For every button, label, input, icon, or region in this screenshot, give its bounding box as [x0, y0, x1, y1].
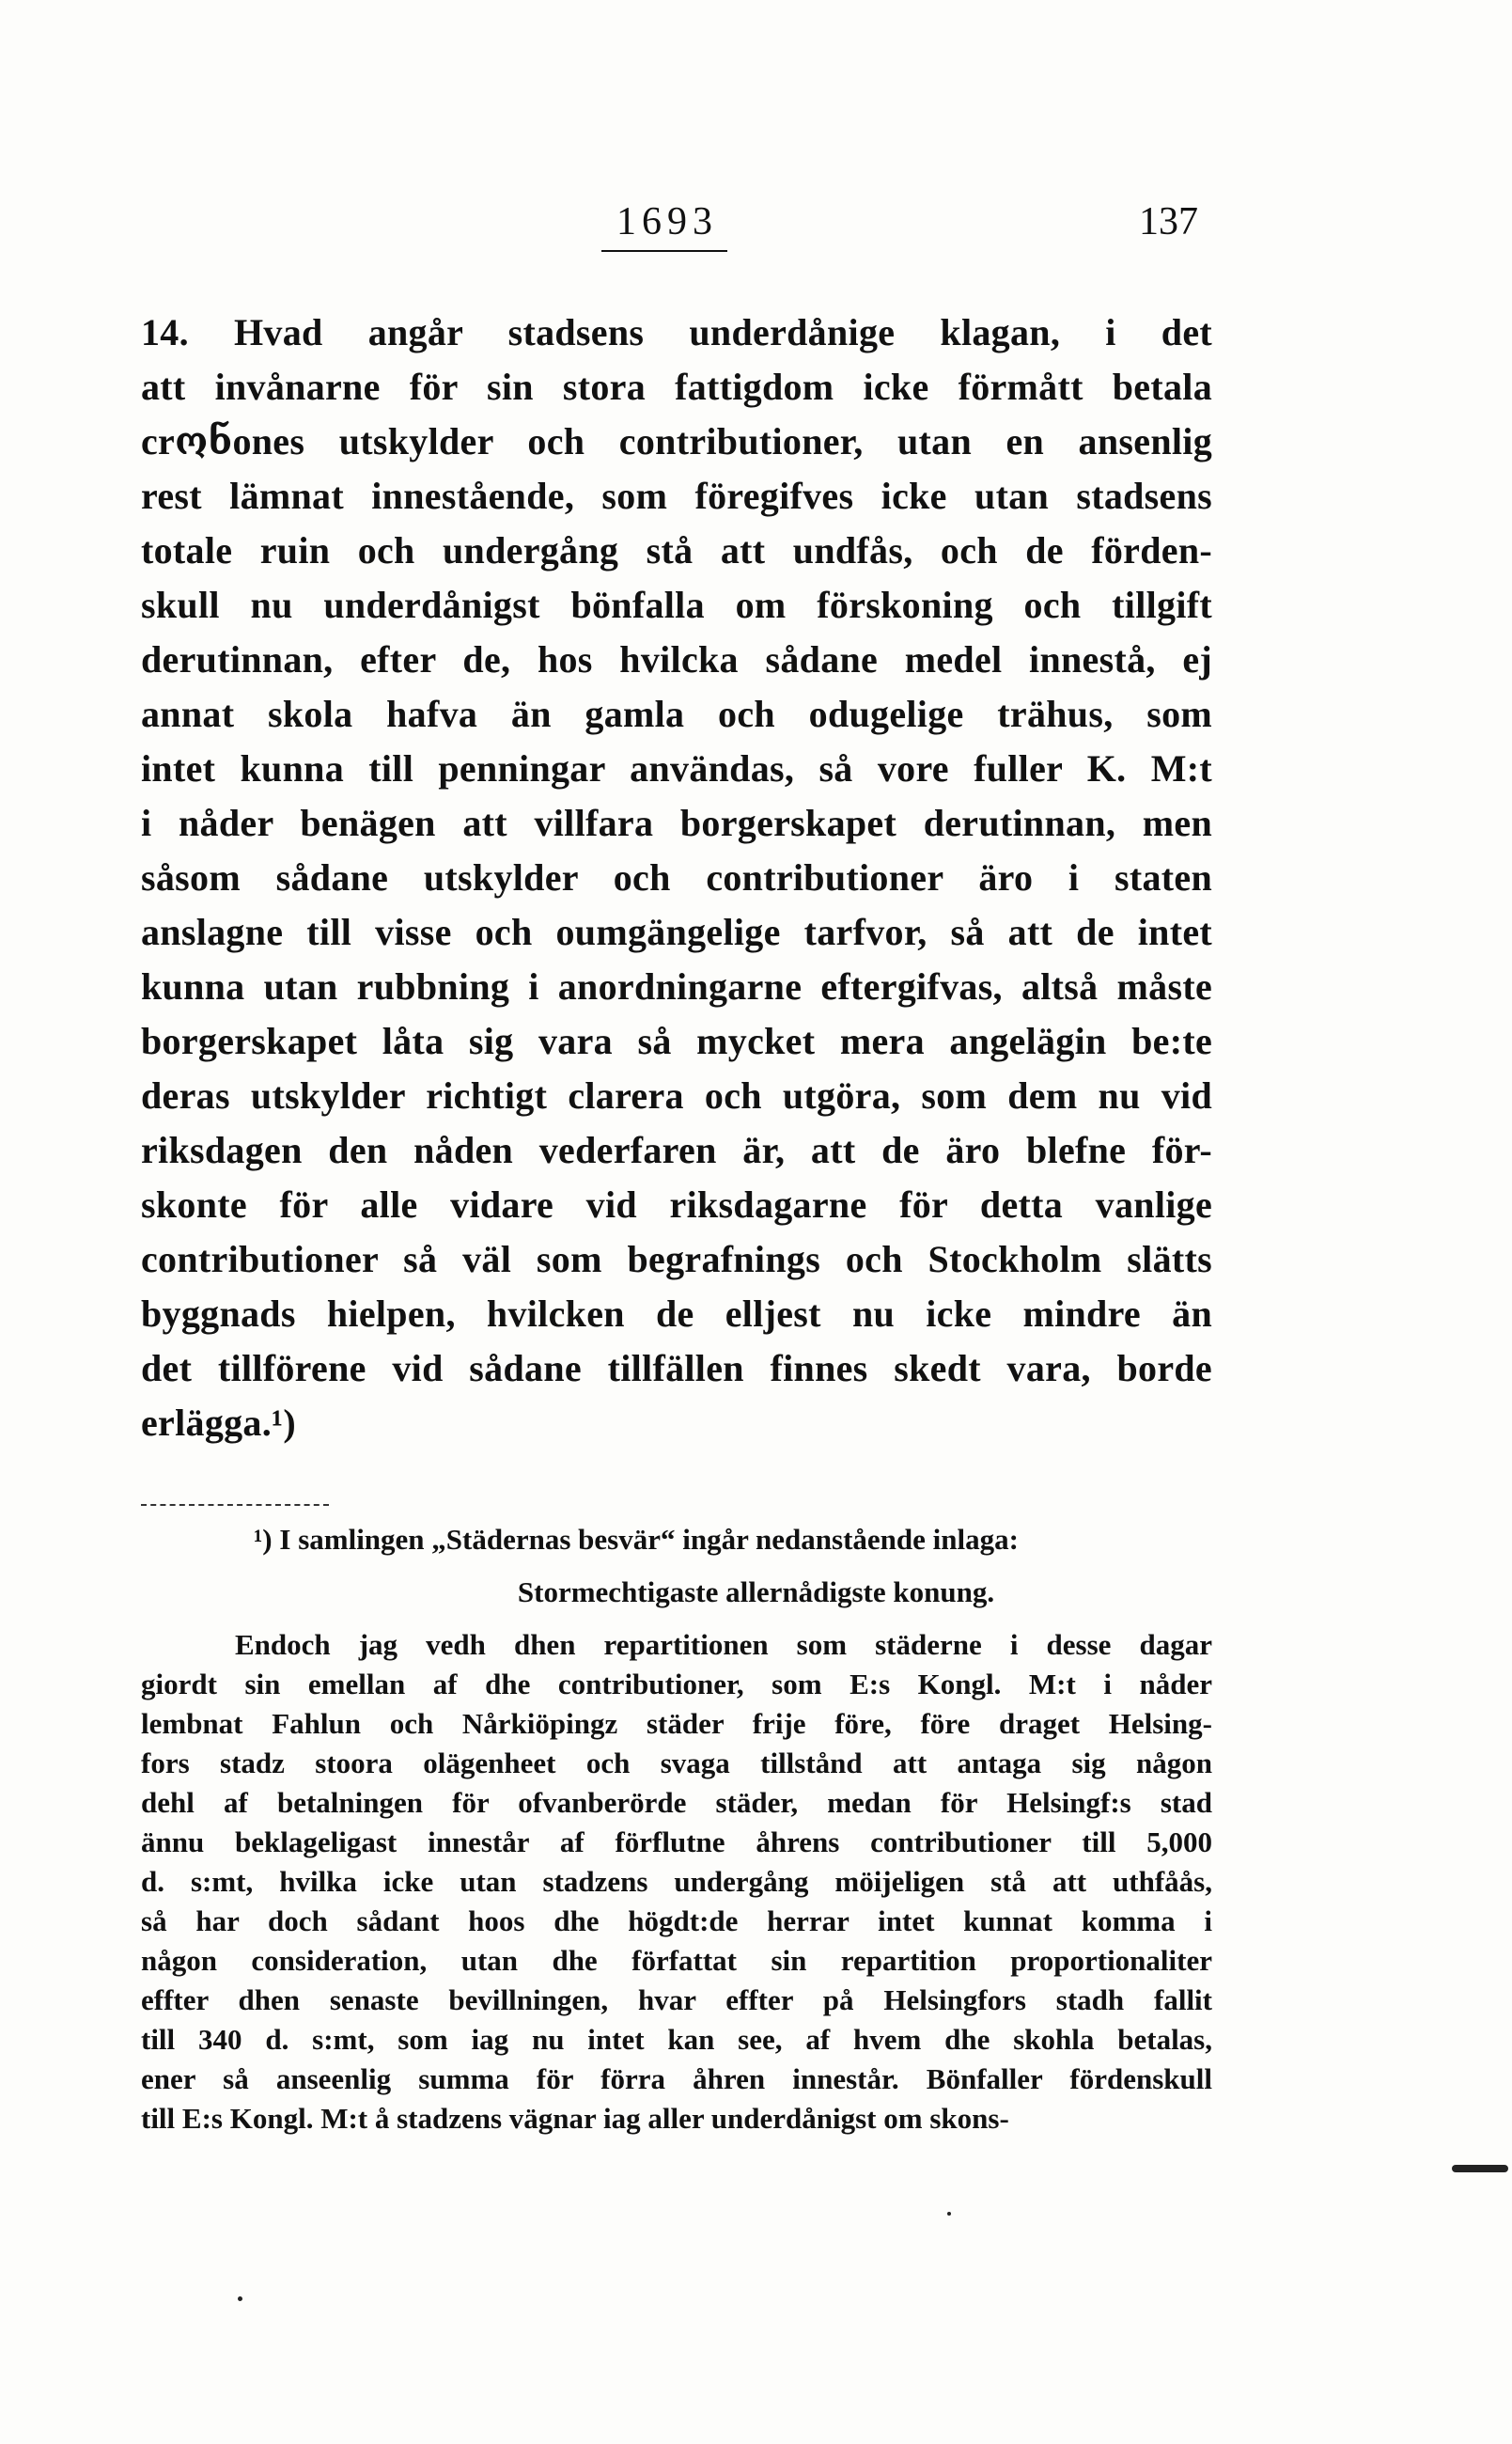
- text-line: det tillförene vid sådane tillfällen finnes skedt vara, borde: [141, 1347, 1212, 1389]
- footnote-line: dehl af betalningen för ofvanberörde städer, medan för Helsingf:s stad: [141, 1786, 1212, 1819]
- text-line: rest lämnat innestående, som föregifves icke utan stadsens: [141, 475, 1212, 517]
- text-line: att invånarne för sin stora fattigdom icke förmått betala: [141, 366, 1212, 408]
- scan-mark: [1452, 2165, 1508, 2172]
- text-line: riksdagen den nåden vederfaren är, att de äro blefne för-: [141, 1129, 1212, 1171]
- text-line: crონones utskylder och contributioner, utan en ansenlig: [141, 420, 1212, 462]
- text-line: contributioner så väl som begrafnings och Stockholm slätts: [141, 1238, 1212, 1280]
- footnote-line: lembnat Fahlun och Nårkiöpingz städer frije före, före draget Helsing-: [141, 1707, 1212, 1740]
- footnote-line: Endoch jag vedh dhen repartitionen som städerne i desse dagar: [235, 1628, 1212, 1661]
- footnote-line: ännu beklageligast innestår af förflutne åhrens contributioner till 5,000: [141, 1825, 1212, 1858]
- footnote-separator: [141, 1504, 329, 1506]
- footnote-line: så har doch sådant hoos dhe högdt:de herrar intet kunnat komma i: [141, 1904, 1212, 1937]
- text-line: kunna utan rubbning i anordningarne eftergifvas, altså måste: [141, 965, 1212, 1008]
- running-head-year: 1693: [601, 199, 727, 252]
- text-line: skonte för alle vidare vid riksdagarne för detta vanlige: [141, 1183, 1212, 1226]
- footnote-line: d. s:mt, hvilka icke utan stadzens undergång möijeligen stå att uthfåås,: [141, 1865, 1212, 1898]
- page-number: 137: [1139, 200, 1198, 243]
- text-line: borgerskapet låta sig vara så mycket mera angelägin be:te: [141, 1020, 1212, 1062]
- text-line: erlägga.¹): [141, 1402, 296, 1444]
- footnote-salutation: Stormechtigaste allernådigste konung.: [517, 1575, 995, 1608]
- text-line: byggnads hielpen, hvilcken de elljest nu icke mindre än: [141, 1292, 1212, 1335]
- scan-speck: [947, 2212, 951, 2216]
- footnote-line: till 340 d. s:mt, som iag nu intet kan see, af hvem dhe skohla betalas,: [141, 2023, 1212, 2056]
- scan-speck: [238, 2296, 242, 2301]
- footnote-marker: ¹): [254, 1523, 273, 1556]
- footnote-line: fors stadz stoora olägenheet och svaga tillstånd att antaga sig någon: [141, 1747, 1212, 1779]
- text-line: i nåder benägen att villfara borgerskapet derutinnan, men: [141, 802, 1212, 844]
- text-line: totale ruin och undergång stå att undfås, och de förden-: [141, 529, 1212, 572]
- footnote-intro-line: [254, 1520, 1019, 1559]
- text-line: 14. Hvad angår stadsens underdånige klagan, i det: [141, 311, 1212, 353]
- text-line: derutinnan, efter de, hos hvilcka sådane medel innestå, ej: [141, 638, 1212, 681]
- footnote-line: någon consideration, utan dhe författat sin repartition proportionaliter: [141, 1944, 1212, 1977]
- text-line: skull nu underdånigst bönfalla om förskoning och tillgift: [141, 584, 1212, 626]
- text-line: anslagne till visse och oumgängelige tarfvor, så att de intet: [141, 911, 1212, 953]
- footnote-line: till E:s Kongl. M:t å stadzens vägnar iag aller underdånigst om skons-: [141, 2102, 1009, 2135]
- text-line: annat skola hafva än gamla och odugelige trähus, som: [141, 693, 1212, 735]
- footnote-line: ener så anseenlig summa för förra åhren innestår. Bönfaller fördenskull: [141, 2062, 1212, 2095]
- footnote-intro: I samlingen „Städernas besvär“ ingår nedanstående inlaga:: [279, 1523, 1019, 1556]
- footnote-line: effter dhen senaste bevillningen, hvar effter på Helsingfors stadh fallit: [141, 1983, 1212, 2016]
- text-line: såsom sådane utskylder och contributioner äro i staten: [141, 856, 1212, 899]
- footnote-line: giordt sin emellan af dhe contributioner, som E:s Kongl. M:t i nåder: [141, 1668, 1212, 1700]
- text-line: deras utskylder richtigt clarera och utgöra, som dem nu vid: [141, 1074, 1212, 1117]
- page-header: [0, 199, 1512, 256]
- text-line: intet kunna till penningar användas, så vore fuller K. M:t: [141, 747, 1212, 790]
